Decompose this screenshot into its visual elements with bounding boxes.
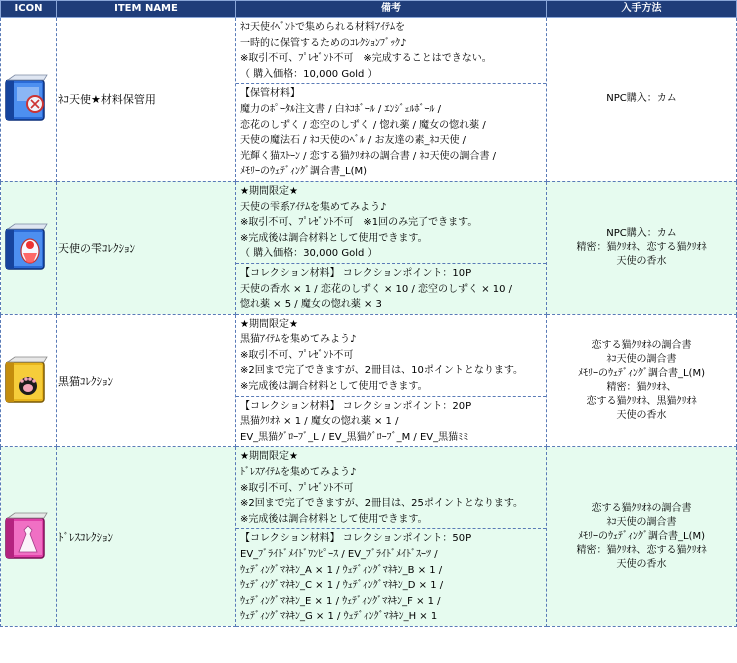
acquisition-line: 天使の香水	[616, 255, 667, 267]
book-blue-icon	[3, 74, 49, 124]
acquisition-cell	[547, 447, 737, 627]
note-line: ｳｪﾃﾞｨﾝｸﾞﾏﾈｷﾝ_E × 1 / ｳｪﾃﾞｨﾝｸﾞﾏﾈｷﾝ_F × 1 /	[240, 595, 441, 607]
header-row	[1, 1, 737, 18]
book-paw-icon	[3, 356, 49, 406]
acquisition-line: 天使の香水	[616, 558, 667, 570]
acquisition-line: 精密：猫ｸﾘｵﾈ、恋する猫ｸﾘｵﾈ	[576, 544, 707, 556]
notes-description	[236, 447, 546, 529]
acquisition-line: 恋する猫ｸﾘｵﾈの調合書	[591, 339, 692, 351]
header-icon: ICON	[1, 1, 57, 18]
note-line: ※2回まで完了できますが、2冊目は、25ポイントとなります。	[240, 498, 524, 510]
icon-cell	[1, 447, 57, 627]
note-line: ※取引不可、ﾌﾟﾚｾﾞﾝﾄ不可	[240, 349, 354, 361]
note-line: ※取引不可、ﾌﾟﾚｾﾞﾝﾄ不可 ※1回のみ完了できます。	[240, 217, 478, 229]
table-row	[1, 181, 737, 314]
item-name: ﾄﾞﾚｽｺﾚｸｼｮﾝ	[57, 447, 236, 627]
notes-materials	[236, 264, 546, 314]
item-name: 天使の雫ｺﾚｸｼｮﾝ	[57, 181, 236, 314]
acquisition-line: 天使の香水	[616, 409, 667, 421]
note-line: ※取引不可、ﾌﾟﾚｾﾞﾝﾄ不可 ※完成することはできない。	[240, 53, 492, 65]
acquisition-cell	[547, 18, 737, 182]
note-line: 恋花のしずく / 恋空のしずく / 惚れ薬 / 魔女の惚れ薬 /	[240, 119, 486, 131]
acquisition-line: NPC購入：カム	[606, 227, 677, 239]
icon-cell	[1, 314, 57, 447]
book-dress-icon	[3, 512, 49, 562]
table-row	[1, 18, 737, 182]
note-line: ※完成後は調合材料として使用できます。	[240, 513, 428, 525]
note-line: ※2回まで完了できますが、2冊目は、10ポイントとなります。	[240, 365, 524, 377]
note-line: 天使の雫系ｱｲﾃﾑを集めてみよう♪	[240, 201, 387, 213]
note-line: EV_黒猫ｸﾞﾛｰﾌﾞ_L / EV_黒猫ｸﾞﾛｰﾌﾞ_M / EV_黒猫ﾐﾐ	[240, 431, 469, 443]
notes-cell	[236, 18, 547, 182]
acquisition-line: 恋する猫ｸﾘｵﾈ、黒猫ｸﾘｵﾈ	[586, 395, 697, 407]
note-line: 天使の香水 × 1 / 恋花のしずく × 10 / 恋空のしずく × 10 /	[240, 283, 513, 295]
note-line: ｳｪﾃﾞｨﾝｸﾞﾏﾈｷﾝ_A × 1 / ｳｪﾃﾞｨﾝｸﾞﾏﾈｷﾝ_B × 1 /	[240, 564, 443, 576]
note-line: （ 購入価格：10,000 Gold ）	[240, 68, 378, 80]
note-line: ｳｪﾃﾞｨﾝｸﾞﾏﾈｷﾝ_C × 1 / ｳｪﾃﾞｨﾝｸﾞﾏﾈｷﾝ_D × 1 /	[240, 580, 444, 592]
acquisition-cell	[547, 181, 737, 314]
notes-cell	[236, 314, 547, 447]
acquisition-cell	[547, 314, 737, 447]
note-line: 魔力のﾎﾟｰﾀﾙ注文書 / 白ﾈｺﾎﾞｰﾙ / ｴﾝｼﾞｪﾙﾎﾞｰﾙ /	[240, 103, 442, 115]
notes-description	[236, 18, 546, 84]
note-line: 天使の魔法石 / ﾈｺ天使のﾍﾞﾙ / お友達の素_ﾈｺ天使 /	[240, 135, 467, 147]
note-line: ★期間限定★	[240, 318, 298, 330]
acquisition-line: ﾈｺ天使の調合書	[606, 516, 677, 528]
note-line: 光輝く猫ｽﾄｰﾝ / 恋する猫ｸﾘｵﾈの調合書 / ﾈｺ天使の調合書 /	[240, 150, 497, 162]
table-row	[1, 447, 737, 627]
notes-description	[236, 315, 546, 397]
header-notes: 備考	[236, 1, 547, 18]
note-line: ※取引不可、ﾌﾟﾚｾﾞﾝﾄ不可	[240, 482, 354, 494]
header-item-name: ITEM NAME	[57, 1, 236, 18]
icon-cell	[1, 181, 57, 314]
note-line: ※完成後は調合材料として使用できます。	[240, 381, 428, 393]
item-name: ﾈｺ天使★材料保管用	[57, 18, 236, 182]
notes-description	[236, 182, 546, 264]
note-line: 一時的に保管するためのｺﾚｸｼｮﾝﾌﾞｯｸ♪	[240, 37, 407, 49]
note-line: ｳｪﾃﾞｨﾝｸﾞﾏﾈｷﾝ_G × 1 / ｳｪﾃﾞｨﾝｸﾞﾏﾈｷﾝ_H × 1	[240, 611, 438, 623]
acquisition-line: 精密：猫ｸﾘｵﾈ、恋する猫ｸﾘｵﾈ	[576, 241, 707, 253]
note-line: 惚れ薬 × 5 / 魔女の惚れ薬 × 3	[240, 299, 382, 311]
table-row	[1, 314, 737, 447]
note-line: ★期間限定★	[240, 185, 298, 197]
notes-materials	[236, 397, 546, 447]
note-line: ﾒﾓﾘｰのｳｪﾃﾞｨﾝｸﾞ調合書_L(M)	[240, 166, 368, 178]
acquisition-line: 精密：猫ｸﾘｵﾈ、	[606, 381, 677, 393]
note-line: 【コレクション材料】 コレクションポイント：50P	[240, 533, 472, 545]
note-line: ★期間限定★	[240, 451, 298, 463]
note-line: （ 購入価格：30,000 Gold ）	[240, 248, 378, 260]
acquisition-line: ﾒﾓﾘｰのｳｪﾃﾞｨﾝｸﾞ調合書_L(M)	[577, 530, 705, 542]
note-line: ﾈｺ天使ｲﾍﾞﾝﾄで集められる材料ｱｲﾃﾑを	[240, 22, 405, 33]
notes-cell	[236, 181, 547, 314]
icon-cell	[1, 18, 57, 182]
acquisition-line: NPC購入：カム	[606, 93, 677, 105]
header-acquisition: 入手方法	[547, 1, 737, 18]
item-name: 黒猫ｺﾚｸｼｮﾝ	[57, 314, 236, 447]
note-line: ※完成後は調合材料として使用できます。	[240, 232, 428, 244]
acquisition-line: ﾒﾓﾘｰのｳｪﾃﾞｨﾝｸﾞ調合書_L(M)	[577, 367, 705, 379]
notes-cell	[236, 447, 547, 627]
note-line: EV_ﾌﾞﾗｲﾄﾞﾒｲﾄﾞﾜﾝﾋﾟｰｽ / EV_ﾌﾞﾗｲﾄﾞﾒｲﾄﾞｽｰﾂ /	[240, 549, 438, 560]
note-line: 黒猫ｱｲﾃﾑを集めてみよう♪	[240, 334, 357, 346]
note-line: 【コレクション材料】 コレクションポイント：10P	[240, 267, 472, 279]
note-line: ﾄﾞﾚｽｱｲﾃﾑを集めてみよう♪	[240, 467, 357, 479]
note-line: 【保管材料】	[240, 88, 300, 100]
note-line: 【コレクション材料】 コレクションポイント：20P	[240, 400, 472, 412]
notes-materials	[236, 529, 546, 626]
note-line: 黒猫ｸﾘｵﾈ × 1 / 魔女の惚れ薬 × 1 /	[240, 416, 399, 428]
notes-materials	[236, 84, 546, 181]
acquisition-line: 恋する猫ｸﾘｵﾈの調合書	[591, 502, 692, 514]
book-angel-icon	[3, 223, 49, 273]
acquisition-line: ﾈｺ天使の調合書	[606, 353, 677, 365]
